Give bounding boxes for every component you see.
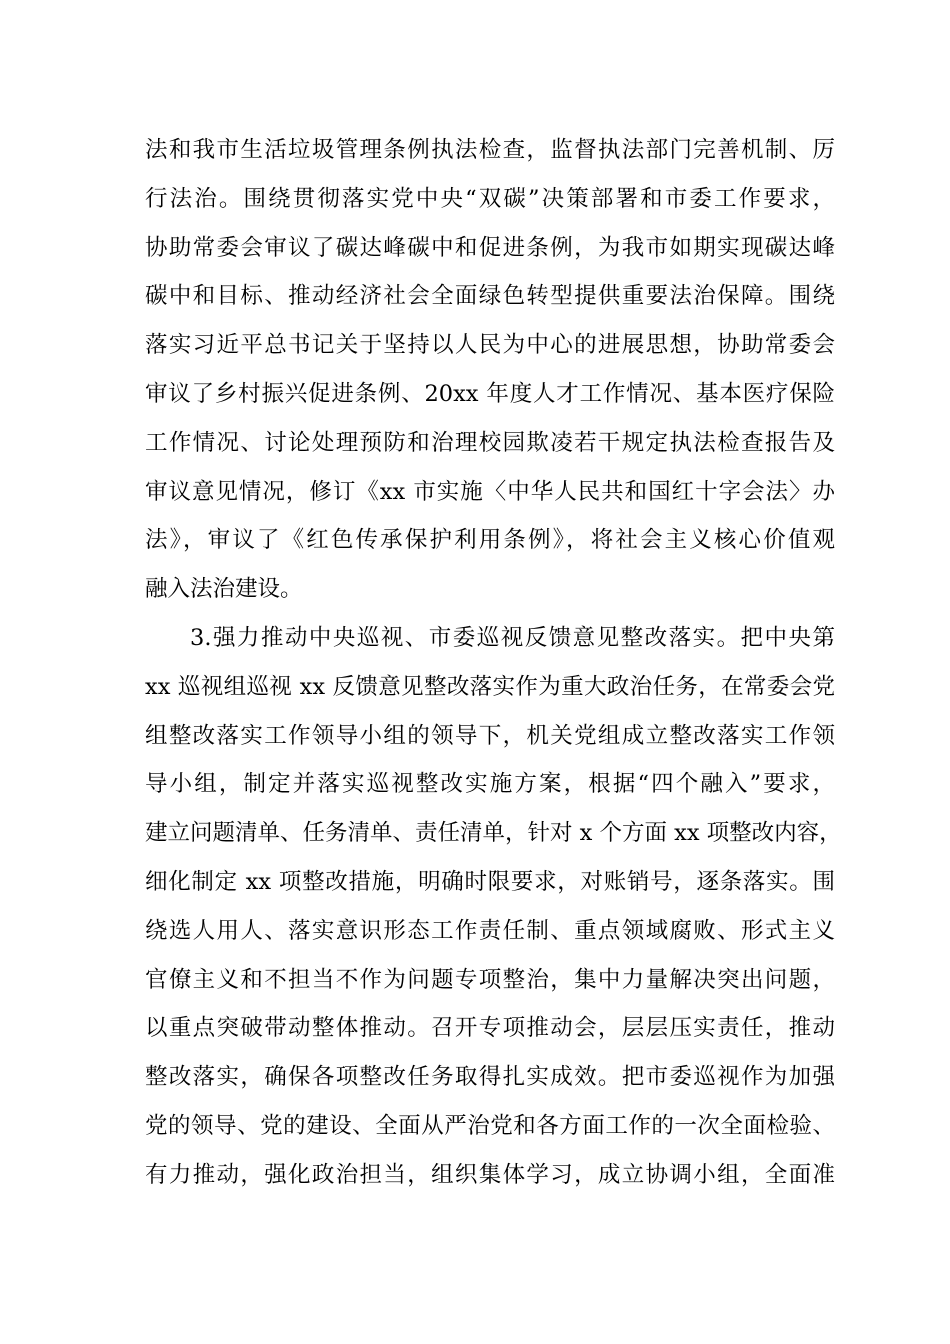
paragraph-1-line-5: 落实习近平总书记关于坚持以人民为中心的进展思想，协助常委会 [145, 332, 835, 359]
paragraph-1-line-4: 碳中和目标、推动经济社会全面绿色转型提供重要法治保障。围绕 [145, 283, 835, 310]
paragraph-2-line-4: 导小组，制定并落实巡视整改实施方案，根据“四个融入”要求， [145, 771, 835, 798]
paragraph-2-line-1: 3.强力推动中央巡视、市委巡视反馈意见整改落实。把中央第 [190, 624, 835, 651]
paragraph-2-line-12: 有力推动，强化政治担当，组织集体学习，成立协调小组，全面准 [145, 1161, 835, 1188]
paragraph-1-line-3: 协助常委会审议了碳达峰碳中和促进条例，为我市如期实现碳达峰 [145, 234, 835, 261]
paragraph-1-line-10: 融入法治建设。 [145, 576, 303, 603]
paragraph-2-line-2: xx 巡视组巡视 xx 反馈意见整改落实作为重大政治任务，在常委会党 [145, 673, 835, 700]
paragraph-2-line-7: 绕选人用人、落实意识形态工作责任制、重点领域腐败、形式主义 [145, 917, 835, 944]
paragraph-2-line-5: 建立问题清单、任务清单、责任清单，针对 x 个方面 xx 项整改内容， [145, 820, 842, 847]
paragraph-1-line-8: 审议意见情况，修订《xx 市实施〈中华人民共和国红十字会法〉办 [145, 478, 835, 505]
body-text [145, 126, 842, 1200]
paragraph-1-line-2: 行法治。围绕贯彻落实党中央“双碳”决策部署和市委工作要求， [145, 185, 835, 212]
paragraph-2-line-10: 整改落实，确保各项整改任务取得扎实成效。把市委巡视作为加强 [145, 1064, 835, 1091]
paragraph-2-line-11: 党的领导、党的建设、全面从严治党和各方面工作的一次全面检验、 [145, 1112, 835, 1139]
paragraph-2-line-6: 细化制定 xx 项整改措施，明确时限要求，对账销号，逐条落实。围 [145, 868, 835, 895]
paragraph-2-line-3: 组整改落实工作领导小组的领导下，机关党组成立整改落实工作领 [145, 722, 835, 749]
paragraph-2-line-8: 官僚主义和不担当不作为问题专项整治，集中力量解决突出问题， [145, 966, 835, 993]
paragraph-1-line-9: 法》，审议了《红色传承保护利用条例》，将社会主义核心价值观 [145, 527, 835, 554]
paragraph-1-line-6: 审议了乡村振兴促进条例、20xx 年度人才工作情况、基本医疗保险 [145, 380, 835, 407]
paragraph-1-line-7: 工作情况、讨论处理预防和治理校园欺凌若干规定执法检查报告及 [145, 429, 835, 456]
paragraph-1-line-1: 法和我市生活垃圾管理条例执法检查，监督执法部门完善机制、厉 [145, 137, 835, 163]
paragraph-2-line-9: 以重点突破带动整体推动。召开专项推动会，层层压实责任，推动 [145, 1015, 835, 1042]
